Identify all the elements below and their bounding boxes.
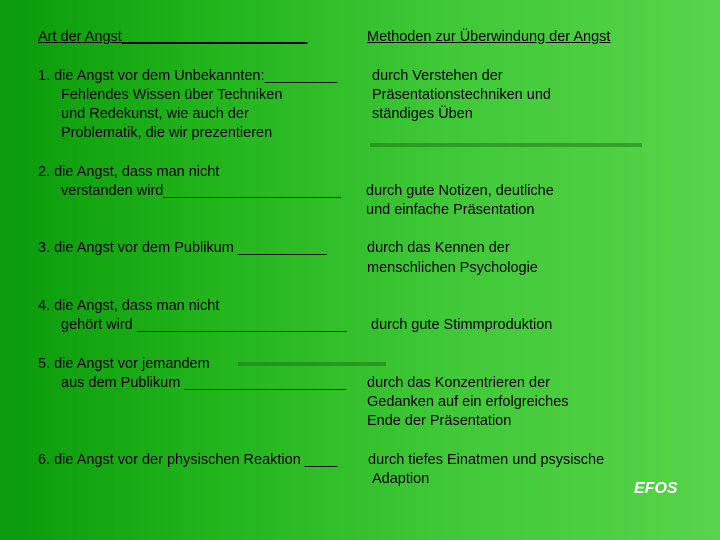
brand-logo-text: EFOS [634, 480, 678, 497]
fear-item-2-detail: verstanden wird______________________ [61, 183, 341, 199]
fear-item-6: 6. die Angst vor der physischen Reaktion ____ [38, 452, 338, 468]
fear-item-3: 3. die Angst vor dem Publikum ___________ [38, 240, 327, 256]
method-2: und einfache Präsentation [366, 202, 535, 218]
fear-item-5: 5. die Angst vor jemandem [38, 356, 210, 372]
method-5: Gedanken auf ein erfolgreiches [367, 394, 569, 410]
method-1: Präsentationstechniken und [372, 87, 551, 103]
header-left: Art der Angst_______________________ [38, 29, 308, 45]
method-1: durch Verstehen der [372, 68, 503, 84]
method-4: durch gute Stimmproduktion [371, 317, 553, 333]
method-3: menschlichen Psychologie [367, 260, 538, 276]
fear-item-1-detail: Fehlendes Wissen über Techniken [61, 87, 283, 103]
fear-item-1: 1. die Angst vor dem Unbekannten:_________ [38, 68, 338, 84]
method-2: durch gute Notizen, deutliche [366, 183, 554, 199]
decorative-rule [238, 362, 386, 366]
fear-item-4: 4. die Angst, dass man nicht [38, 298, 220, 314]
connector-rule: __________________________ [136, 317, 347, 333]
connector-rule: ____ [304, 452, 338, 468]
fear-item-2: 2. die Angst, dass man nicht [38, 164, 220, 180]
method-3: durch das Kennen der [367, 240, 510, 256]
method-5: Ende der Präsentation [367, 413, 512, 429]
method-6: durch tiefes Einatmen und psysische [368, 452, 605, 468]
connector-rule: ______________________ [163, 183, 341, 199]
connector-rule: ____________________ [184, 375, 346, 391]
fear-item-4-detail: gehört wird __________________________ [61, 317, 347, 333]
method-5: durch das Konzentrieren der [367, 375, 550, 391]
connector-rule: ___________ [237, 240, 327, 256]
fear-item-1-detail: Problematik, die wir prezentieren [61, 125, 273, 141]
fear-item-1-detail: und Redekunst, wie auch der [61, 106, 249, 122]
fear-item-5-detail: aus dem Publikum ____________________ [61, 375, 346, 391]
decorative-rule [370, 143, 642, 147]
header-right: Methoden zur Überwindung der Angst [367, 29, 611, 45]
connector-rule: _________ [264, 68, 338, 84]
method-1: ständiges Üben [372, 106, 473, 122]
method-6: Adaption [372, 471, 430, 487]
